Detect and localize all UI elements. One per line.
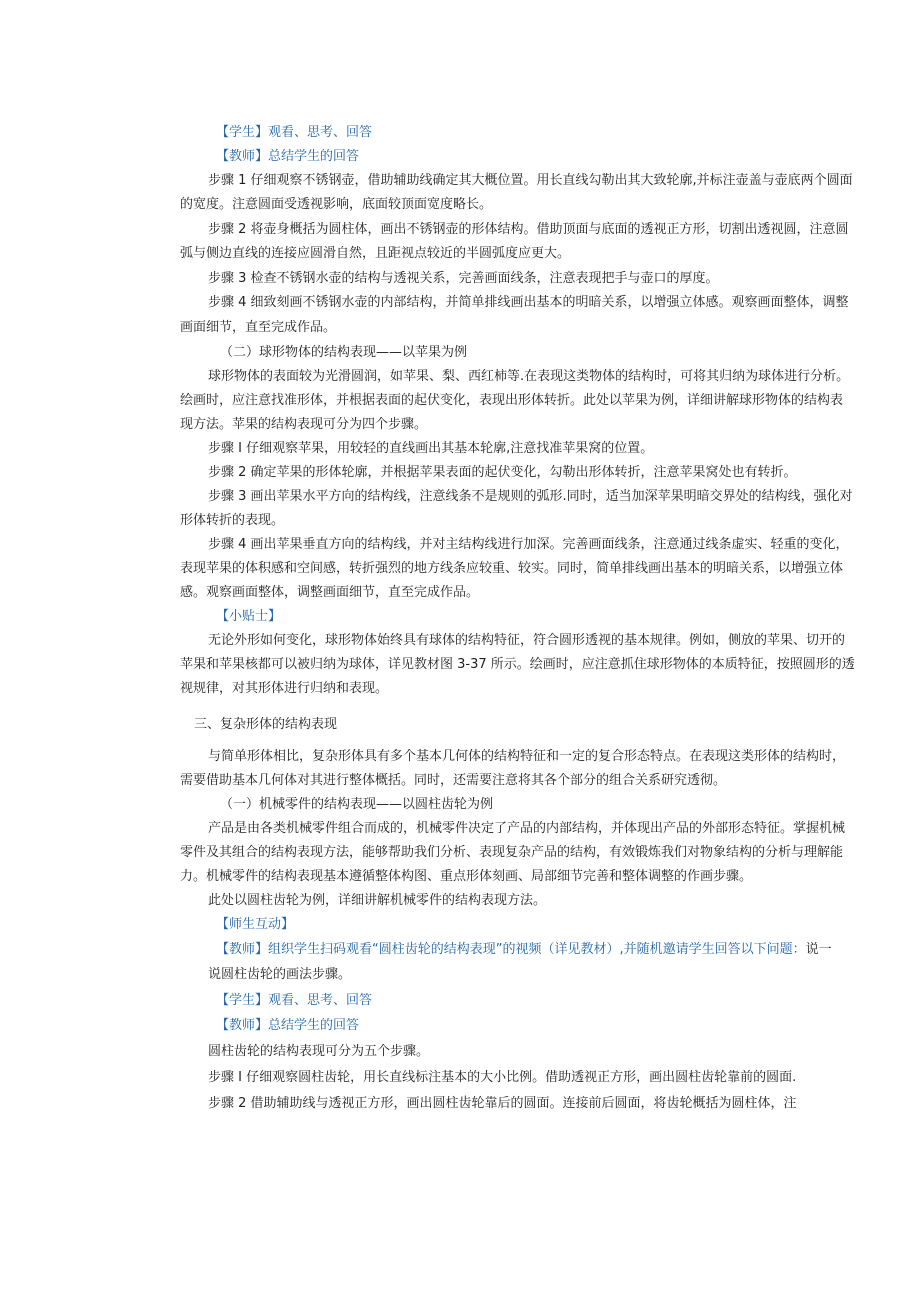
paragraph-line: 球形物体的表面较为光滑圆润，如苹果、梨、西红柿等.在表现这类物体的结构时，可将其归纳为球体进行分析。 [208, 369, 850, 384]
paragraph-line: 需要借助基本几何体对其进行整体概括。同时，还需要注意将其各个部分的组合关系研究透彻。 [180, 773, 727, 788]
tag-student: 【学生】 [216, 993, 269, 1008]
paragraph-line: 步骤 4 细致刻画不锈钢水壶的内部结构，并简单排线画出基本的明暗关系，以增强立体感。观察画面整体，调整 [208, 295, 849, 310]
interaction-heading [216, 913, 294, 937]
paragraph-line: 步骤 4 画出苹果垂直方向的结构线，并对主结构线进行加深。完善画面线条，注意通过线条虚实、轻重的变化， [208, 537, 849, 552]
paragraph-line: 无论外形如何变化，球形物体始终具有球体的结构特征，符合圆形透视的基本规律。例如，侧放的苹果、切开的 [208, 633, 846, 648]
paragraph-line: 视规律，对其形体进行归纳和表现。 [180, 681, 389, 696]
paragraph-line: 步骤 I 仔细观察圆柱齿轮，用长直线标注基本的大小比例。借助透视正方形，画出圆柱齿轮靠前的圆面. [208, 1070, 797, 1085]
tag-tips: 【小贴士】 [216, 609, 282, 624]
student-response-line: 【学生】观看、思考、回答 [216, 125, 373, 140]
paragraph-line: 绘画时，应注意找准形体，并根据表面的起伏变化，表现出形体转折。此处以苹果为例，详细讲解球形物体的结构表 [180, 393, 844, 408]
paragraph-line: 零件及其组合的结构表现方法，能够帮助我们分析、表现复杂产品的结构，有效锻炼我们对物象结构的分析与理解能 [180, 845, 844, 860]
student-response-line: 【学生】观看、思考、回答 [216, 993, 373, 1008]
paragraph-line: 苹果和苹果核都可以被归纳为球体，详见教材图 3-37 所示。绘画时，应注意抓住球形物体的本质特征，按照圆形的透 [180, 657, 855, 672]
paragraph-line: 画面细节，直至完成作品。 [180, 320, 337, 335]
tag-student: 【学生】 [216, 125, 269, 140]
paragraph-line: 现方法。苹果的结构表现可分为四个步骤。 [180, 417, 428, 432]
section-heading: 三、复杂形体的结构表现 [194, 717, 338, 732]
paragraph-line: 力。机械零件的结构表现基本遵循整体构图、重点形体刻画、局部细节完善和整体调整的作画步骤。 [180, 869, 753, 884]
subsection-heading: （二）球形物体的结构表现——以苹果为例 [220, 345, 468, 360]
tag-teacher: 【教师】 [216, 942, 269, 957]
paragraph-line: 弧与侧边直线的连接应圆滑自然，且距视点较近的半圆弧度应更大。 [180, 246, 571, 261]
paragraph-line: 表现苹果的体积感和空间感，转折强烈的地方线条应较重、较实。同时，简单排线画出基本的明暗关系，以增强立体 [180, 561, 844, 576]
paragraph-line: 与简单形体相比，复杂形体具有多个基本几何体的结构特征和一定的复合形态特点。在表现这类形体的结构时， [208, 749, 846, 764]
tips-heading [216, 605, 281, 629]
paragraph-line: 此处以圆柱齿轮为例，详细讲解机械零件的结构表现方法。 [208, 893, 547, 908]
paragraph-line: 圆柱齿轮的结构表现可分为五个步骤。 [208, 1044, 430, 1059]
subsection-heading: （一）机械零件的结构表现——以圆柱齿轮为例 [220, 797, 494, 812]
tag-interaction: 【师生互动】 [216, 917, 295, 932]
paragraph-line: 步骤 I 仔细观察苹果，用较轻的直线画出其基本轮廓,注意找准苹果窝的位置。 [208, 441, 654, 456]
teacher-instruction-line: 【教师】组织学生扫码观看“圆柱齿轮的结构表现”的视频（详见教材）,并随机邀请学生回答以下问题：说一 [216, 942, 832, 957]
teacher-summary-line: 【教师】总结学生的回答 [216, 1018, 360, 1033]
paragraph-line: 感。观察画面整体，调整画面细节，直至完成作品。 [180, 585, 480, 600]
paragraph-line: 步骤 1 仔细观察不锈钢壶，借助辅助线确定其大概位置。用长直线勾勒出其大致轮廓,并标注壶盖与壶底两个圆面 [208, 173, 853, 188]
tag-teacher: 【教师】 [216, 1018, 269, 1033]
paragraph-line: 形体转折的表现。 [180, 513, 285, 528]
paragraph-line: 步骤 3 画出苹果水平方向的结构线，注意线条不是规则的弧形.同时，适当加深苹果明暗交界处的结构线，强化对 [208, 489, 853, 504]
tag-teacher: 【教师】 [216, 149, 269, 164]
paragraph-line: 产品是由各类机械零件组合而成的，机械零件决定了产品的内部结构，并体现出产品的外部形态特征。掌握机械 [208, 821, 846, 836]
paragraph-line: 步骤 2 借助辅助线与透视正方形，画出圆柱齿轮靠后的圆面。连接前后圆面，将齿轮概括为圆柱体，注 [208, 1096, 797, 1111]
paragraph-line: 步骤 2 将壶身概括为圆柱体，画出不锈钢壶的形体结构。借助顶面与底面的透视正方形，切割出透视圆，注意圆 [208, 222, 849, 237]
paragraph-line: 的宽度。注意圆面受透视影响，底面较顶面宽度略长。 [180, 197, 493, 212]
paragraph-line: 步骤 3 检查不锈钢水壶的结构与透视关系，完善画面线条，注意表现把手与壶口的厚度。 [208, 271, 719, 286]
paragraph-line: 步骤 2 确定苹果的形体轮廓，并根据苹果表面的起伏变化，勾勒出形体转折，注意苹果窝处也有转折。 [208, 465, 797, 480]
paragraph-line: 说圆柱齿轮的画法步骤。 [208, 967, 352, 982]
teacher-summary-line: 【教师】总结学生的回答 [216, 149, 360, 164]
